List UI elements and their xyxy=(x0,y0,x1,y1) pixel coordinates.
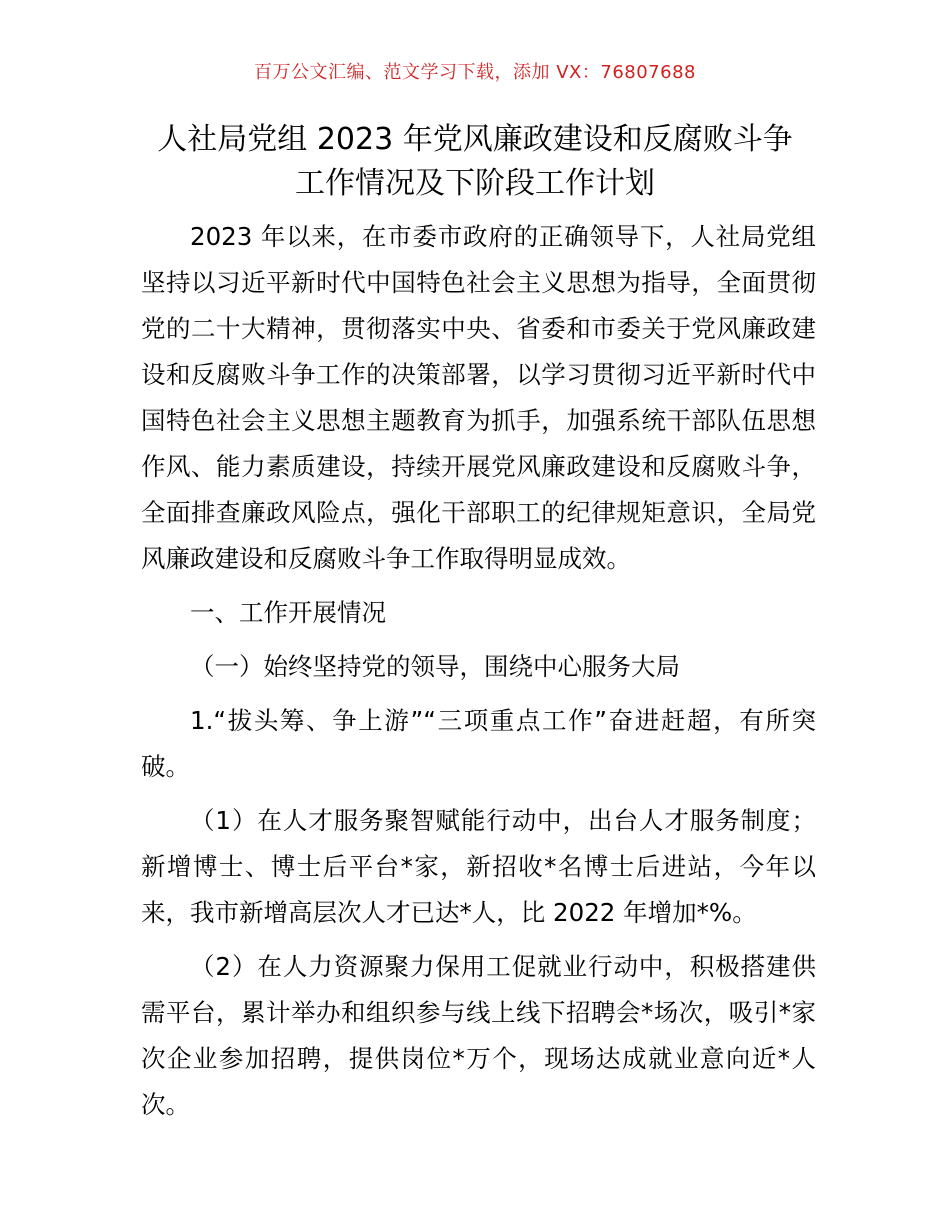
intro-paragraph: 2023 年以来，在市委市政府的正确领导下，人社局党组坚持以习近平新时代中国特色社会主义思想为指导，全面贯彻党的二十大精神，贯彻落实中央、省委和市委关于党风廉政建设和反腐败斗争工作的决策部署，以学习贯彻习近平新时代中国特色社会主义思想主题教育为抓手，加强系统干部队伍思想作风、能力素质建设，持续开展党风廉政建设和反腐败斗争，全面排查廉政风险点，强化干部职工的纪律规矩意识，全局党风廉政建设和反腐败斗争工作取得明显成效。 xyxy=(141,222,816,573)
item-paragraph-2: （2）在人力资源聚力保用工促就业行动中，积极搭建供需平台，累计举办和组织参与线上线下招聘会*场次，吸引*家次企业参加招聘，提供岗位*万个，现场达成就业意向近*人次。 xyxy=(141,952,816,1119)
title-line-1: 人社局党组 2023 年党风廉政建设和反腐败斗争 xyxy=(157,122,793,157)
subsection-heading-1: （一）始终坚持党的领导，围绕中心服务大局 xyxy=(190,652,680,681)
document-body xyxy=(141,214,816,1128)
document-title xyxy=(80,118,870,206)
title-line-2: 工作情况及下阶段工作计划 xyxy=(295,166,655,201)
item-paragraph-1: （1）在人才服务聚智赋能行动中，出台人才服务制度；新增博士、博士后平台*家，新招收*名博士后进站，今年以来，我市新增高层次人才已达*人，比 2022 年增加*%。 xyxy=(141,806,816,927)
section-heading-1: 一、工作开展情况 xyxy=(190,598,386,627)
header-watermark-note: 百万公文汇编、范文学习下载，添加 VX：76807688 xyxy=(254,62,696,83)
item-heading-1: 1.“拔头筹、争上游”“三项重点工作”奋进赶超，有所突破。 xyxy=(141,706,816,781)
